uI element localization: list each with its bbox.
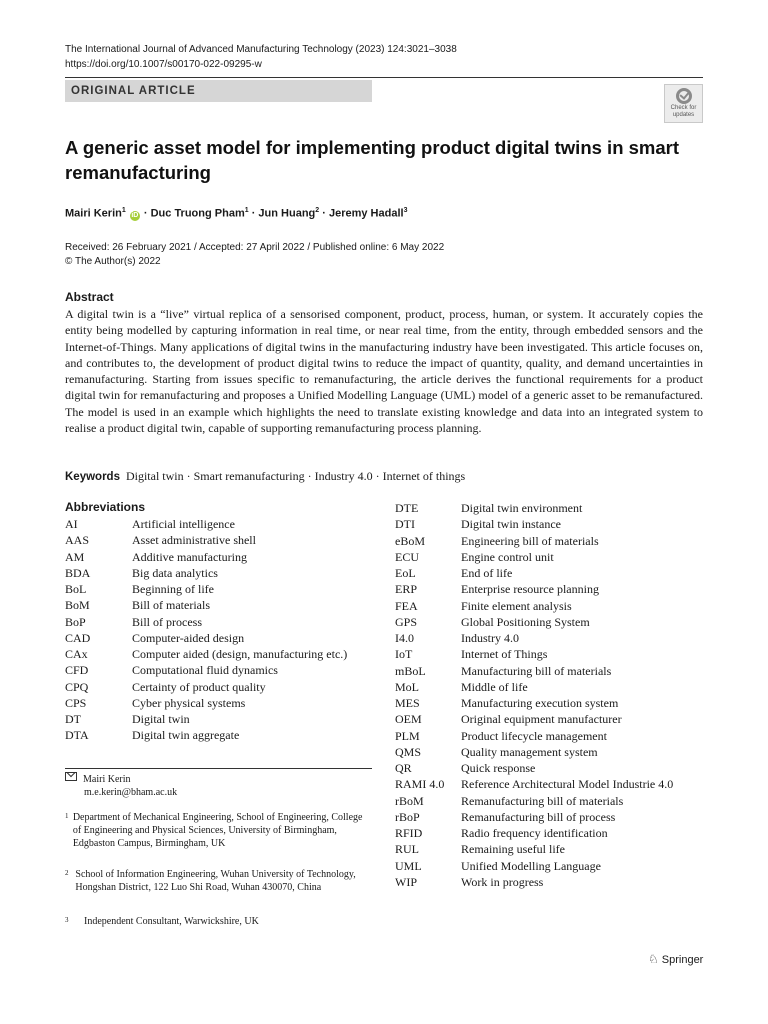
abbreviation-definition: Quality management system <box>461 744 598 759</box>
abbreviation-definition: Middle of life <box>461 679 528 694</box>
abbreviation-row <box>395 776 673 792</box>
abbreviation-term: RUL <box>395 842 419 857</box>
abbreviation-term: UML <box>395 858 422 873</box>
abbreviation-term: OEM <box>395 712 422 727</box>
abbreviation-row <box>395 760 673 776</box>
abbreviation-definition: Remanufacturing bill of materials <box>461 793 624 808</box>
abbreviation-term: DTE <box>395 501 419 515</box>
envelope-icon <box>65 772 77 781</box>
copyright-line: © The Author(s) 2022 <box>65 256 161 267</box>
abbreviation-row <box>395 728 673 744</box>
author-affiliation-mark: 1 <box>121 207 126 214</box>
abbreviation-row <box>395 841 673 857</box>
abbreviation-row <box>65 679 347 695</box>
abbreviation-term: mBoL <box>395 663 426 678</box>
abbreviation-row <box>65 630 347 646</box>
abbreviation-row <box>65 516 347 532</box>
springer-logo <box>648 952 703 966</box>
abbreviation-row <box>65 532 347 548</box>
abbreviations-column-right <box>395 500 673 890</box>
abbreviation-term: rBoP <box>395 809 420 824</box>
abbreviation-definition: End of life <box>461 566 513 580</box>
abbreviation-term: BoP <box>65 614 86 629</box>
abbreviation-row <box>395 825 673 841</box>
abbreviation-definition: Computer aided (design, manufacturing etc.) <box>132 647 348 661</box>
abbreviation-row <box>395 598 673 614</box>
abbreviation-row <box>395 874 673 890</box>
affiliation-number: 3 <box>65 916 69 924</box>
abbreviation-definition: Engine control unit <box>461 549 554 564</box>
keywords-line <box>65 468 465 485</box>
abbreviation-definition: Asset administrative shell <box>132 533 256 548</box>
abbreviation-definition: Quick response <box>461 761 536 775</box>
check-updates-icon <box>676 88 692 104</box>
author-name[interactable]: Jeremy Hadall <box>328 207 404 220</box>
abbreviation-row <box>65 662 347 678</box>
abbreviation-definition: Internet of Things <box>461 647 548 662</box>
abbreviation-term: ERP <box>395 582 418 597</box>
abbreviation-definition: Reference Architectural Model Industrie 4.0 <box>461 777 674 792</box>
abbreviation-definition: Cyber physical systems <box>132 695 246 710</box>
affiliation-text: School of Information Engineering, Wuhan University of Technology, Hongshan District, 122 Luo Shi Road, Wuhan 430070, China <box>75 869 356 893</box>
abbreviation-term: QR <box>395 761 412 775</box>
abbreviation-row <box>395 533 673 549</box>
abbreviation-term: DTA <box>65 728 89 743</box>
abbreviations-heading: Abbreviations <box>65 500 146 514</box>
abbreviation-definition: Beginning of life <box>132 582 214 596</box>
orcid-icon[interactable]: iD <box>131 211 139 219</box>
publisher-name: Springer <box>661 954 704 966</box>
affiliation-3 <box>65 915 365 928</box>
abbreviation-term: CFD <box>65 663 89 678</box>
publication-dates <box>65 241 444 269</box>
abbreviation-row <box>65 695 347 711</box>
abbreviation-term: FEA <box>395 598 418 613</box>
abbreviation-definition: Product lifecycle management <box>461 728 607 743</box>
affiliation-number: 1 <box>65 812 69 820</box>
author-name[interactable]: Mairi Kerin <box>65 207 122 220</box>
check-for-updates-badge[interactable] <box>664 84 703 123</box>
abbreviation-definition: Artificial intelligence <box>132 517 235 531</box>
abbreviation-term: IoT <box>395 647 413 662</box>
abbreviation-definition: Bill of materials <box>132 598 210 613</box>
abbreviation-definition: Unified Modelling Language <box>461 858 601 873</box>
footnote-divider <box>65 768 372 769</box>
article-type-banner: ORIGINAL ARTICLE <box>65 80 372 102</box>
abbreviation-definition: Original equipment manufacturer <box>461 712 622 727</box>
abbreviation-term: GPS <box>395 614 418 629</box>
abbreviation-term: eBoM <box>395 533 425 548</box>
abbreviation-term: MES <box>395 696 420 710</box>
abstract-heading: Abstract <box>65 290 114 304</box>
abbreviation-row <box>395 663 673 679</box>
affiliation-2 <box>65 868 365 894</box>
author-affiliation-mark: 3 <box>403 207 408 214</box>
abbreviation-term: BoM <box>65 598 90 613</box>
abbreviation-definition: Big data analytics <box>132 565 218 580</box>
abbreviation-term: AM <box>65 549 85 564</box>
abbreviation-term: PLM <box>395 728 420 743</box>
abbreviation-row <box>65 565 347 581</box>
abbreviation-row <box>65 727 347 743</box>
abbreviation-term: BoL <box>65 582 87 596</box>
abbreviation-term: DTI <box>395 517 415 532</box>
abbreviation-row <box>65 597 347 613</box>
abbreviation-definition: Computer-aided design <box>132 630 245 645</box>
affiliation-number: 2 <box>65 869 69 877</box>
springer-horse-icon: ♘ <box>648 952 659 966</box>
abbreviation-definition: Engineering bill of materials <box>461 533 599 548</box>
abbreviation-term: CPQ <box>65 679 89 694</box>
journal-citation: The International Journal of Advanced Manufacturing Technology (2023) 124:3021–3038 <box>65 44 457 55</box>
abbreviation-row <box>395 793 673 809</box>
author-affiliation-mark: 2 <box>315 207 320 214</box>
corresponding-name: Mairi Kerin <box>83 774 131 785</box>
abbreviation-term: CAx <box>65 647 88 661</box>
abbreviations-column-left <box>65 516 347 744</box>
abbreviation-term: AI <box>65 517 78 531</box>
abbreviation-row <box>395 516 673 532</box>
abbreviation-term: rBoM <box>395 793 424 808</box>
abbreviation-term: MoL <box>395 679 419 694</box>
abbreviation-term: ECU <box>395 549 419 564</box>
doi-link[interactable]: https://doi.org/10.1007/s00170-022-09295-w <box>65 59 262 70</box>
abbreviation-row <box>65 549 347 565</box>
abbreviation-term: QMS <box>395 744 422 759</box>
abbreviation-definition: Digital twin instance <box>461 517 561 532</box>
abbreviation-row <box>395 809 673 825</box>
keywords-text: Digital twin · Smart remanufacturing · Industry 4.0 · Internet of things <box>125 469 466 483</box>
abbreviation-definition: Certainty of product quality <box>132 679 266 694</box>
abbreviation-term: EoL <box>395 566 416 580</box>
abbreviation-definition: Digital twin <box>132 712 190 726</box>
abbreviation-row <box>395 858 673 874</box>
abbreviation-row <box>395 679 673 695</box>
abbreviation-definition: Digital twin aggregate <box>132 728 240 743</box>
abbreviation-row <box>65 711 347 727</box>
author-name[interactable]: Duc Truong Pham <box>150 207 245 220</box>
abbreviation-row <box>65 581 347 597</box>
abbreviation-definition: Remanufacturing bill of process <box>461 809 616 824</box>
abbreviation-definition: Manufacturing execution system <box>461 696 619 710</box>
abbreviation-row <box>395 630 673 646</box>
affiliation-text: Department of Mechanical Engineering, School of Engineering, College of Engineering and Physical Sciences, University of Birmingham, Edgbaston Campus, Birmingham, UK <box>72 812 363 849</box>
abbreviation-term: I4.0 <box>395 631 414 645</box>
abbreviation-definition: Digital twin environment <box>461 501 583 515</box>
header-divider <box>65 77 703 78</box>
journal-header <box>65 42 457 72</box>
abbreviation-definition: Enterprise resource planning <box>461 582 599 597</box>
abbreviation-row <box>395 565 673 581</box>
abbreviation-term: AAS <box>65 533 90 548</box>
abbreviation-definition: Global Positioning System <box>461 614 590 629</box>
abbreviation-term: BDA <box>65 565 91 580</box>
abbreviation-definition: Finite element analysis <box>461 598 572 613</box>
abbreviation-definition: Radio frequency identification <box>461 826 608 840</box>
abbreviation-definition: Manufacturing bill of materials <box>461 663 612 678</box>
abbreviation-row <box>65 646 347 662</box>
author-list: Mairi Kerin$^1$ iD · Duc Truong Pham$^1$ · Jun Huang$^2$ · Jeremy Hadall$^3$ <box>65 207 408 220</box>
abbreviation-definition: Work in progress <box>461 874 544 889</box>
abbreviation-row <box>395 500 673 516</box>
abstract-text: A digital twin is a “live” virtual replica of a sensorised component, product, process, human, or system. It accurately copies the entity being modelled by capturing information in real time, or near real time, from the entity, through embedded sensors and the Internet-of-Things. Many applications of digital twins in the manufacturing industry have been investigated. This article focuses on, and contributes to, the development of product digital twins to reduce the impact of quantity, quality, and demand uncertainties in remanufacturing. Starting from issues specific to remanufacturing, the article derives the functional requirements for a product digital twin for remanufacturing and proposes a Unified Modelling Language (UML) model of a generic asset to be remanufactured. The model is used in an example which highlights the need to translate existing knowledge and data into an integrated system to realise a product digital twin, capable of supporting remanufacturing process planning. <box>65 307 703 435</box>
abbreviation-row <box>395 744 673 760</box>
affiliation-1 <box>65 811 365 850</box>
abbreviation-row <box>395 614 673 630</box>
abbreviation-term: DT <box>65 712 81 726</box>
affiliation-text: Independent Consultant, Warwickshire, UK <box>84 916 259 927</box>
abbreviation-definition: Computational fluid dynamics <box>132 663 278 678</box>
article-title: A generic asset model for implementing product digital twins in smart remanufacturing <box>65 137 680 183</box>
abbreviation-row <box>395 711 673 727</box>
keywords-label: Keywords <box>65 471 120 483</box>
abbreviation-definition: Bill of process <box>132 614 202 629</box>
abbreviation-definition: Additive manufacturing <box>132 549 247 564</box>
abbreviation-row <box>395 646 673 662</box>
abbreviation-row <box>395 549 673 565</box>
author-affiliation-mark: 1 <box>244 207 249 214</box>
check-updates-label: Check for updates <box>670 105 697 118</box>
abbreviation-row <box>395 695 673 711</box>
abbreviation-definition: Industry 4.0 <box>461 631 519 645</box>
author-name[interactable]: Jun Huang <box>258 207 316 220</box>
abbreviation-term: CAD <box>65 630 91 645</box>
abbreviation-definition: Remaining useful life <box>461 842 565 857</box>
corresponding-author <box>65 772 177 799</box>
abbreviation-row <box>395 581 673 597</box>
abbreviation-term: WIP <box>395 874 417 889</box>
abbreviation-row <box>65 614 347 630</box>
abbreviation-term: RFID <box>395 826 423 840</box>
received-accepted-published: Received: 26 February 2021 / Accepted: 27 April 2022 / Published online: 6 May 2022 <box>65 242 445 253</box>
abbreviation-term: CPS <box>65 695 87 710</box>
corresponding-email[interactable]: m.e.kerin@bham.ac.uk <box>84 787 178 798</box>
abbreviation-term: RAMI 4.0 <box>395 777 445 792</box>
